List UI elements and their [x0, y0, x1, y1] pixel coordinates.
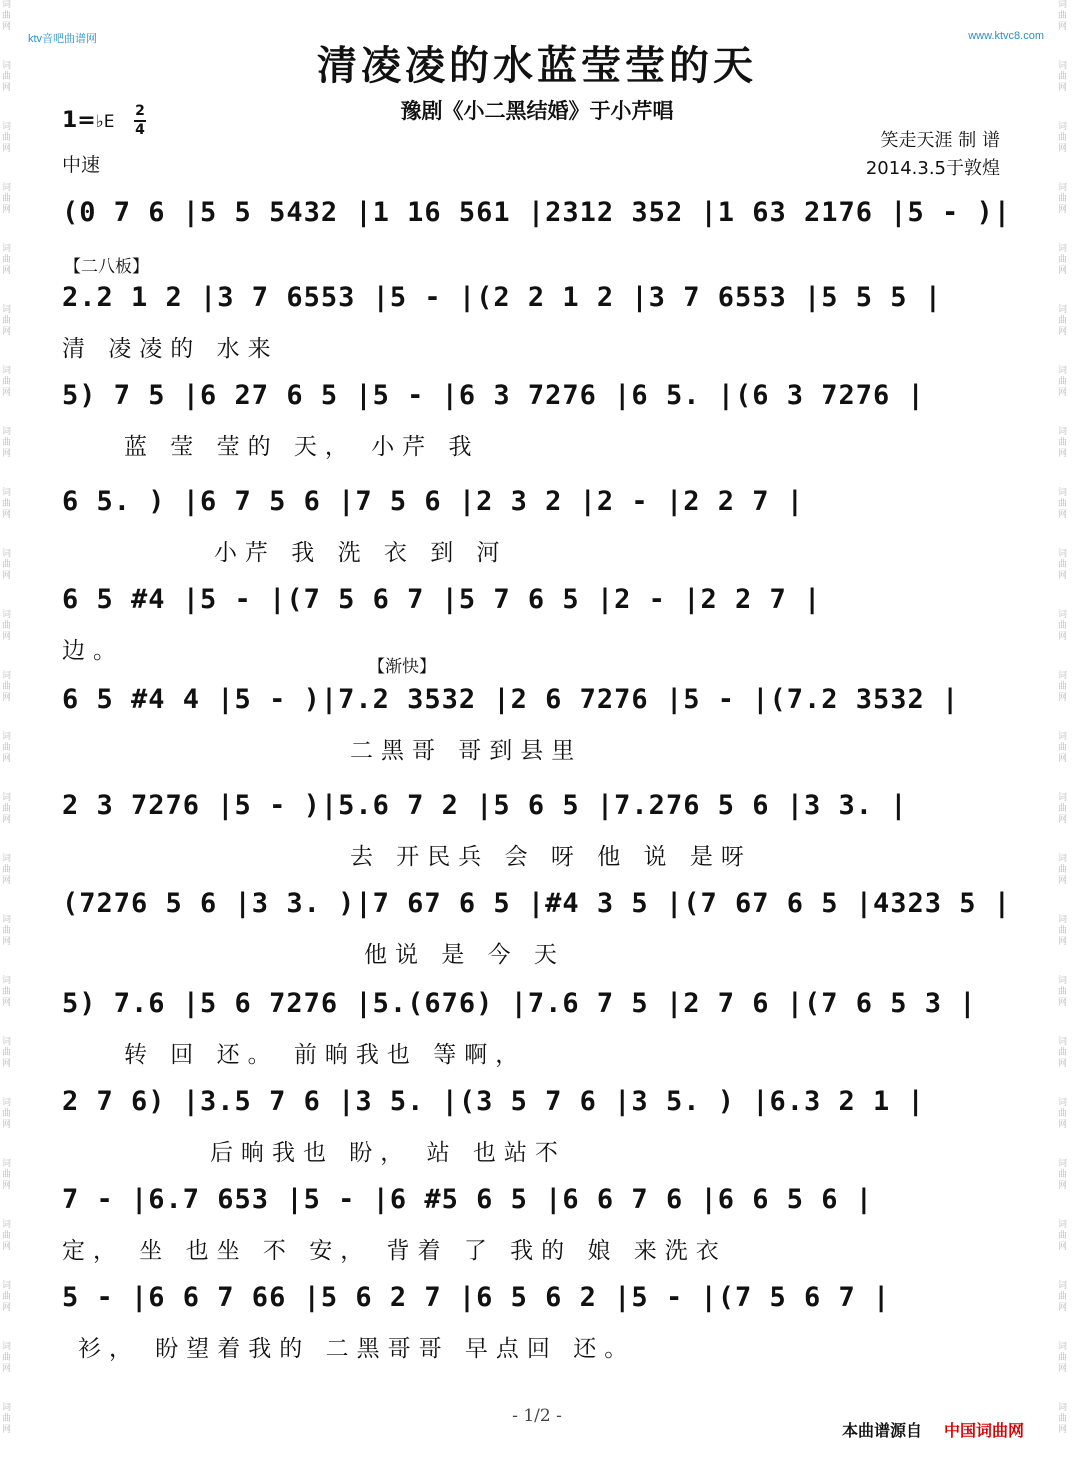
side-watermark-text: 词曲网 [1058, 1037, 1068, 1069]
score-music-line: 2.2 1 2 |3 7 6553 |5 - |(2 2 1 2 |3 7 6553 |5 5 5 | [62, 282, 943, 313]
score-music-line: 7 - |6.7 653 |5 - |6 #5 6 5 |6 6 7 6 |6 6 5 6 | [62, 1184, 874, 1215]
side-watermark-text: 词曲网 [1058, 854, 1068, 886]
score-lyric-line: 蓝 莹 莹的 天， 小芹 我 [124, 434, 480, 460]
key-note: ♭E [95, 112, 115, 132]
song-subtitle: 豫剧《小二黑结婚》于小芹唱 [400, 99, 674, 123]
key-prefix: 1= [62, 108, 96, 133]
side-watermark-text: 词曲网 [2, 0, 12, 32]
score-lyric-line: 小芹 我 洗 衣 到 河 [214, 540, 508, 566]
side-watermark-text: 词曲网 [2, 366, 12, 398]
side-watermark-text: 词曲网 [1058, 793, 1068, 825]
time-signature [134, 104, 146, 138]
side-watermark-text: 词曲网 [1058, 1342, 1068, 1374]
side-watermark-text: 词曲网 [1058, 1403, 1068, 1435]
watermark-right: www.ktvc8.com [968, 30, 1044, 42]
side-watermark-text: 词曲网 [1058, 915, 1068, 947]
side-watermark-text: 词曲网 [2, 1342, 12, 1374]
side-watermark-text: 词曲网 [1058, 976, 1068, 1008]
side-watermark-text: 词曲网 [1058, 244, 1068, 276]
side-watermark-text: 词曲网 [2, 1220, 12, 1252]
score-music-line: 5) 7 5 |6 27 6 5 |5 - |6 3 7276 |6 5. |(6 3 7276 | [62, 380, 925, 411]
side-watermark-text: 词曲网 [2, 1159, 12, 1191]
side-watermark-text: 词曲网 [1058, 183, 1068, 215]
side-watermark-text: 词曲网 [2, 427, 12, 459]
side-watermark-text: 词曲网 [1058, 427, 1068, 459]
source-credit [842, 1418, 1024, 1441]
score-lyric-line: 定， 坐 也坐 不 安， 背着 了 我的 娘 来洗衣 [62, 1238, 727, 1264]
score-lyric-line: 他说 是 今 天 [364, 942, 565, 968]
score-lyric-line: 后晌我也 盼， 站 也站不 [210, 1140, 566, 1166]
side-watermark-text: 词曲网 [2, 793, 12, 825]
side-watermark-text: 词曲网 [1058, 610, 1068, 642]
score-music-line: 6 5 #4 |5 - |(7 5 6 7 |5 7 6 5 |2 - |2 2 7 | [62, 584, 822, 615]
side-watermark-text: 词曲网 [1058, 488, 1068, 520]
side-watermark-text: 词曲网 [2, 61, 12, 93]
score-music-line: 5) 7.6 |5 6 7276 |5.(676) |7.6 7 5 |2 7 6 |(7 6 5 3 | [62, 988, 977, 1019]
side-watermark-text: 词曲网 [1058, 1220, 1068, 1252]
side-watermark-text: 词曲网 [1058, 671, 1068, 703]
side-watermark-text: 词曲网 [2, 1098, 12, 1130]
side-watermark-text: 词曲网 [1058, 1159, 1068, 1191]
tempo-mark: 中速 [62, 154, 101, 176]
score-lyric-line: 转 回 还。 前晌我也 等啊， [124, 1042, 527, 1068]
side-watermark-text: 词曲网 [1058, 1098, 1068, 1130]
side-watermark-left [2, 0, 16, 1467]
side-watermark-text: 词曲网 [2, 122, 12, 154]
score-music-line: 6 5. ) |6 7 5 6 |7 5 6 |2 3 2 |2 - |2 2 7 | [62, 486, 804, 517]
side-watermark-text: 词曲网 [1058, 122, 1068, 154]
side-watermark-text: 词曲网 [2, 183, 12, 215]
score-music-line: 6 5 #4 4 |5 - )|7.2 3532 |2 6 7276 |5 - |(7.2 3532 | [62, 684, 960, 715]
side-watermark-text: 词曲网 [2, 732, 12, 764]
side-watermark-text: 词曲网 [1058, 549, 1068, 581]
side-watermark-text: 词曲网 [2, 244, 12, 276]
score-lyric-line: 清 凌凌的 水来 [62, 336, 279, 362]
section-mark-jiankuai: 【渐快】 [368, 657, 436, 677]
score-music-line: 2 7 6) |3.5 7 6 |3 5. |(3 5 7 6 |3 5. ) |6.3 2 1 | [62, 1086, 925, 1117]
date-credit: 2014.3.5于敦煌 [865, 158, 1000, 179]
watermark-left: ktv音吧曲谱网 [28, 33, 98, 45]
side-watermark-text: 词曲网 [2, 671, 12, 703]
score-lyric-line: 衫， 盼望着我的 二黑哥哥 早点回 还。 [78, 1336, 636, 1362]
side-watermark-text: 词曲网 [2, 1281, 12, 1313]
side-watermark-text: 词曲网 [2, 915, 12, 947]
page-number: - 1/2 - [512, 1406, 562, 1426]
score-lyric-line: 边。 [62, 638, 124, 664]
side-watermark-text: 词曲网 [1058, 1281, 1068, 1313]
meter-bottom: 4 [135, 122, 145, 138]
side-watermark-text: 词曲网 [2, 1403, 12, 1435]
score-music-line: 5 - |6 6 7 66 |5 6 2 7 |6 5 6 2 |5 - |(7 5 6 7 | [62, 1282, 891, 1313]
side-watermark-text: 词曲网 [2, 1037, 12, 1069]
side-watermark-text: 词曲网 [2, 488, 12, 520]
section-mark-erbaban: 【二八板】 [64, 257, 149, 277]
side-watermark-text: 词曲网 [1058, 732, 1068, 764]
side-watermark-text: 词曲网 [1058, 305, 1068, 337]
score-lyric-line: 二黑哥 哥到县里 [350, 738, 583, 764]
score-music-line: (7276 5 6 |3 3. )|7 67 6 5 |#4 3 5 |(7 67 6 5 |4323 5 | [62, 888, 1012, 919]
song-title: 清凌凌的水蓝莹莹的天 [317, 42, 757, 89]
side-watermark-text: 词曲网 [1058, 61, 1068, 93]
side-watermark-text: 词曲网 [2, 610, 12, 642]
score-music-line: 2 3 7276 |5 - )|5.6 7 2 |5 6 5 |7.276 5 6 |3 3. | [62, 790, 908, 821]
side-watermark-text: 词曲网 [2, 549, 12, 581]
source-label: 本曲谱源自 [842, 1421, 923, 1440]
key-signature [62, 108, 115, 133]
side-watermark-text: 词曲网 [1058, 366, 1068, 398]
meter-top: 2 [135, 103, 145, 119]
side-watermark-text: 词曲网 [2, 854, 12, 886]
side-watermark-right [1058, 0, 1072, 1467]
side-watermark-text: 词曲网 [2, 976, 12, 1008]
score-lyric-line: 去 开民兵 会 呀 他 说 是呀 [350, 844, 752, 870]
arranger-credit: 笑走天涯 制 谱 [880, 130, 1000, 151]
side-watermark-text: 词曲网 [2, 305, 12, 337]
source-site: 中国词曲网 [944, 1421, 1025, 1440]
side-watermark-text: 词曲网 [1058, 0, 1068, 32]
score-music-line: (0 7 6 |5 5 5432 |1 16 561 |2312 352 |1 63 2176 |5 - )| [62, 197, 1012, 228]
